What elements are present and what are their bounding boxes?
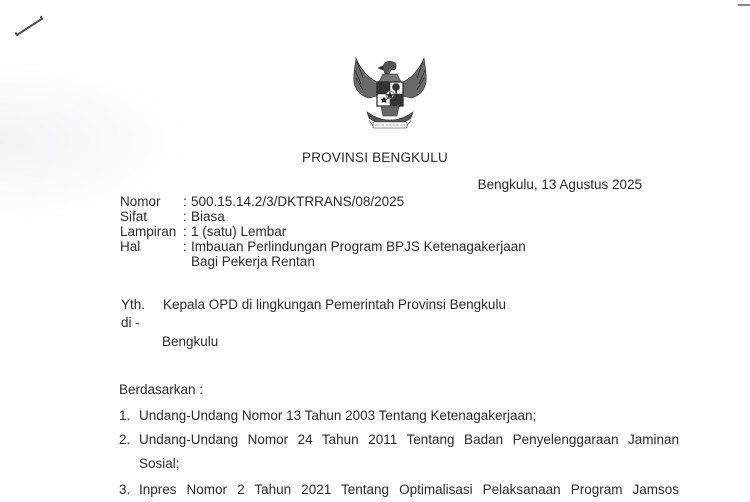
basis-item-number: 3. [119,482,131,497]
meta-row-hal [120,239,526,254]
recipient-city: Bengkulu [162,334,219,349]
addressee: Kepala OPD di lingkungan Pemerintah Provinsi Bengkulu [163,297,506,312]
recipient-block [121,296,506,349]
basis-item-text: Undang-Undang Nomor 24 Tahun 2011 Tentang Badan Penyelenggaraan Jaminan [139,432,679,447]
meta-separator: : [183,194,187,209]
basis-item-continuation: Sosial; [139,456,180,471]
recipient-at-row [121,314,506,332]
basis-title: Berdasarkan : [119,382,204,397]
meta-label: Hal [120,239,141,254]
basis-item-number: 2. [119,432,131,447]
basis-item-text: Inpres Nomor 2 Tahun 2021 Tentang Optimalisasi Pelaksanaan Program Jamsos [139,482,679,497]
meta-value: 500.15.14.2/3/DKTRRANS/08/2025 [191,194,405,209]
corner-mark [738,4,750,6]
basis-item [119,428,679,452]
salutation: Yth. [121,297,146,312]
basis-item-text: Undang-Undang Nomor 13 Tahun 2003 Tentang Ketenagakerjaan; [139,408,537,423]
letterhead-title: PROVINSI BENGKULU [302,150,448,165]
meta-row-nomor [120,194,526,209]
place-date: Bengkulu, 13 Agustus 2025 [477,177,642,192]
legal-basis-section [119,380,679,502]
garuda-emblem-icon [347,52,433,134]
meta-separator: : [183,209,187,224]
meta-value: 1 (satu) Lembar [191,224,287,239]
meta-separator: : [183,224,187,239]
meta-label: Lampiran [120,224,177,239]
meta-row-lampiran [120,224,526,239]
at-label: di - [121,315,140,330]
meta-value: Biasa [191,209,225,224]
basis-item [119,404,679,428]
meta-value: Imbauan Perlindungan Program BPJS Ketenagakerjaan [191,239,526,254]
meta-separator: : [183,239,187,254]
meta-hal-continuation: Bagi Pekerja Rentan [191,254,315,269]
staple-mark [16,18,42,36]
meta-label: Nomor [120,194,161,209]
recipient-row [121,296,506,314]
basis-item [119,478,679,502]
meta-row-sifat [120,209,526,224]
basis-item-number: 1. [119,408,131,423]
letter-meta [120,194,526,269]
meta-label: Sifat [120,209,148,224]
